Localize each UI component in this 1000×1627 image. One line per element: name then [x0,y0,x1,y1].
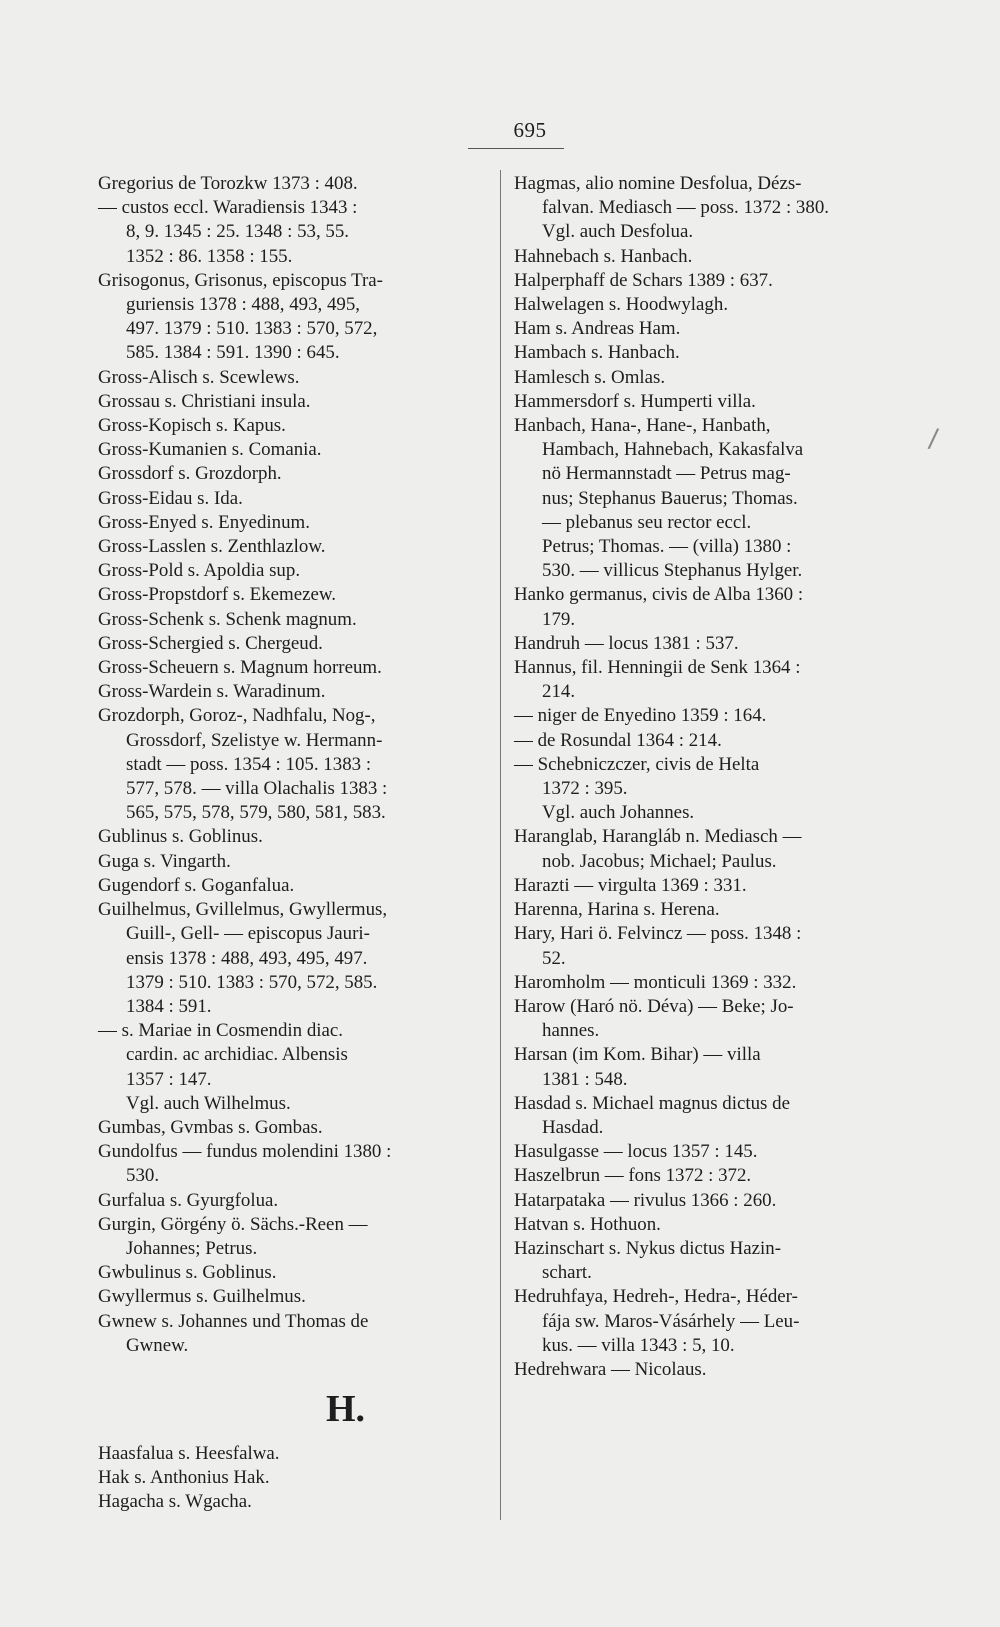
handwritten-check-mark-icon: / [926,423,940,455]
index-entry: Gross-Enyed s. Enyedinum. [98,511,310,533]
index-entry: Gwbulinus s. Goblinus. [98,1262,277,1284]
index-entry: Gross-Propstdorf s. Ekemezew. [98,584,337,606]
index-entry: Hannus, fil. Henningii de Senk 1364 : 214. [514,657,801,703]
index-entry: Haasfalua s. Heesfalwa. [98,1442,280,1464]
index-entry: — s. Mariae in Cosmendin diac. cardin. ac archidiac. Albensis 1357 : 147. Vgl. auch Wilhelmus. [98,1020,348,1114]
index-entry: Gugendorf s. Goganfalua. [98,874,295,896]
index-entry: Harow (Haró nö. Déva) — Beke; Jo- hannes. [514,995,794,1042]
index-entry: — Schebniczczer, civis de Helta 1372 : 395. Vgl. auch Johannes. [514,753,760,824]
index-entry: Harenna, Harina s. Herena. [514,899,720,921]
index-entry: Harazti — virgulta 1369 : 331. [514,874,747,896]
index-entry: Haszelbrun — fons 1372 : 372. [514,1165,752,1187]
index-entry: Hasdad s. Michael magnus dictus de Hasdad. [514,1092,790,1138]
index-entry: Guilhelmus, Gvillelmus, Gwyllermus, Guill-, Gell- — episcopus Jauri- ensis 1378 : 488, 493, 495, 497. 1379 : 510. 1383 : 570, 572, 585. 1384 : 591. [98,899,388,1017]
left-column [98,172,493,1515]
index-entry: Halwelagen s. Hoodwylagh. [514,294,729,316]
index-entry: Hazinschart s. Nykus dictus Hazin- schart. [514,1237,782,1284]
index-entry: Gross-Eidau s. Ida. [98,487,243,509]
index-entry: Hambach s. Hanbach. [514,342,680,364]
index-entry: Gumbas, Gvmbas s. Gombas. [98,1116,323,1138]
index-entry: Gurfalua s. Gyurgfolua. [98,1189,279,1211]
index-entry: Gross-Kumanien s. Comania. [98,439,322,461]
index-entry: Gregorius de Torozkw 1373 : 408. [98,173,358,194]
index-entry: Hak s. Anthonius Hak. [98,1467,270,1489]
index-entry: Hasulgasse — locus 1357 : 145. [514,1141,758,1163]
index-entry: Gross-Pold s. Apoldia sup. [98,560,301,582]
index-entry: Hamlesch s. Omlas. [514,366,666,388]
index-entry: Hagacha s. Wgacha. [98,1491,252,1513]
right-column [514,172,905,1382]
index-entry: Grossdorf s. Grozdorph. [98,463,282,485]
column-divider [500,170,501,1520]
index-entry: Hanbach, Hana-, Hane-, Hanbath, Hambach, Hahnebach, Kakasfalva nö Hermannstadt — Petrus mag- nus; Stephanus Bauerus; Thomas. — plebanus seu rector eccl. Petrus; Thomas. — (villa) 1380 : 530. — villicus Stephanus Hylger. [514,415,804,582]
index-entry: Hammersdorf s. Humperti villa. [514,390,756,412]
index-entry: Ham s. Andreas Ham. [514,318,681,340]
index-entry: Grozdorph, Goroz-, Nadhfalu, Nog-, Grossdorf, Szelistye w. Hermann- stadt — poss. 1354 : 105. 1383 : 577, 578. — villa Olachalis 1383 : 565, 575, 578, 579, 580, 581, 583. [98,705,388,824]
index-entry: Hatvan s. Hothuon. [514,1213,661,1235]
index-entry: Gross-Schenk s. Schenk magnum. [98,608,357,630]
index-entry: — niger de Enyedino 1359 : 164. [514,705,767,727]
index-entry: Gwnew s. Johannes und Thomas de Gwnew. [98,1310,369,1356]
index-entry: — de Rosundal 1364 : 214. [514,729,722,751]
index-entry: Hagmas, alio nomine Desfolua, Dézs- falvan. Mediasch — poss. 1372 : 380. Vgl. auch Desfolua. [514,173,829,243]
index-entry: Gwyllermus s. Guilhelmus. [98,1286,306,1308]
index-entry: Gross-Alisch s. Scewlews. [98,366,300,388]
index-entry: Hatarpataka — rivulus 1366 : 260. [514,1189,777,1211]
index-entry: Gross-Scheuern s. Magnum horreum. [98,657,382,679]
index-entry: Hedrehwara — Nicolaus. [514,1358,707,1380]
index-entry: Hanko germanus, civis de Alba 1360 : 179. [514,584,804,630]
index-entry: Gublinus s. Goblinus. [98,826,263,848]
index-entry: Gross-Lasslen s. Zenthlazlow. [98,536,326,558]
section-letter-heading: H. [325,1387,366,1430]
index-entry: Gross-Kopisch s. Kapus. [98,415,286,437]
index-entry: Gross-Schergied s. Chergeud. [98,632,323,654]
index-entry: Hary, Hari ö. Felvincz — poss. 1348 : 52. [514,923,802,969]
index-entry: Gurgin, Görgény ö. Sächs.-Reen — Johannes; Petrus. [98,1213,368,1259]
index-entry: Grisogonus, Grisonus, episcopus Tra- guriensis 1378 : 488, 493, 495, 497. 1379 : 510. 1383 : 570, 572, 585. 1384 : 591. 1390 : 645. [98,269,383,364]
page-number-rule [468,148,564,149]
index-entry: Hahnebach s. Hanbach. [514,245,693,267]
index-entry: — custos eccl. Waradiensis 1343 : 8, 9. 1345 : 25. 1348 : 53, 55. 1352 : 86. 1358 : 155. [98,197,358,267]
index-entry: Gross-Wardein s. Waradinum. [98,681,326,703]
index-entry: Grossau s. Christiani insula. [98,390,311,412]
index-entry: Haranglab, Harangláb n. Mediasch — nob. Jacobus; Michael; Paulus. [514,826,802,872]
index-entry: Handruh — locus 1381 : 537. [514,632,739,654]
index-entry: Gundolfus — fundus molendini 1380 : 530. [98,1141,392,1187]
index-entry: Harsan (im Kom. Bihar) — villa 1381 : 548. [514,1044,761,1090]
index-entry: Haromholm — monticuli 1369 : 332. [514,971,797,993]
index-entry: Guga s. Vingarth. [98,850,231,872]
index-entry: Halperphaff de Schars 1389 : 637. [514,269,773,291]
index-entry: Hedruhfaya, Hedreh-, Hedra-, Héder- fája sw. Maros-Vásárhely — Leu- kus. — villa 1343 : 5, 10. [514,1286,800,1356]
page-number: 695 [513,118,547,142]
